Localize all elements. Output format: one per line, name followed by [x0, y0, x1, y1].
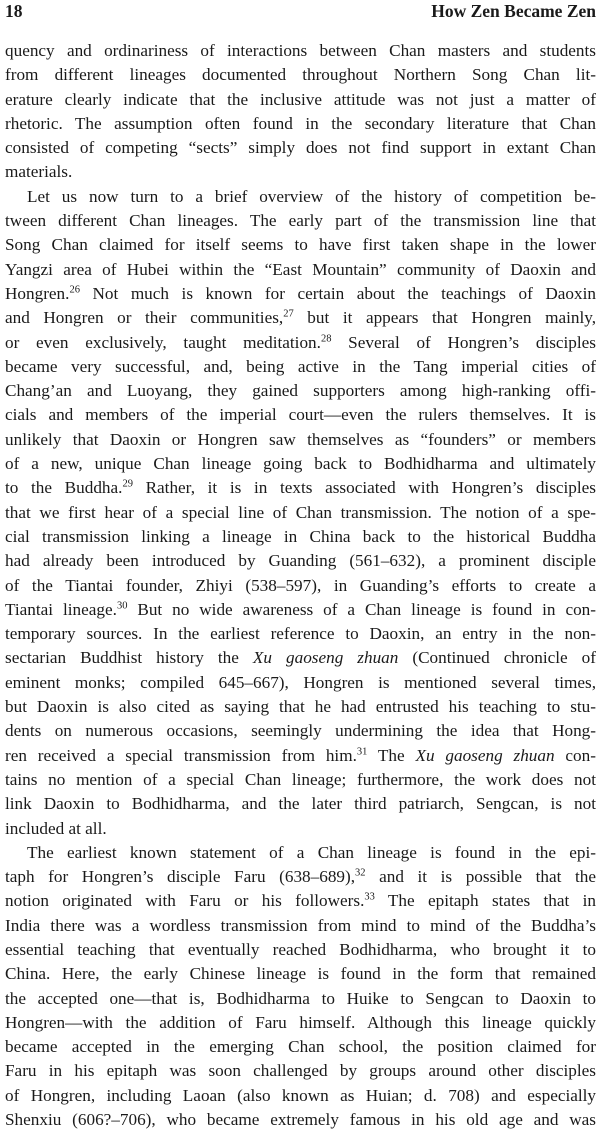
text-line: of the Tiantai founder, Zhiyi (538–597), in Guanding’s efforts to create a	[5, 575, 596, 595]
text-line: that we first hear of a special line of Chan transmission. The notion of a spe-	[5, 502, 596, 522]
text-line: unlikely that Daoxin or Hongren saw themselves as “founders” or members	[5, 429, 596, 449]
text-line: Shenxiu (606?–706), who became extremely famous in his old age and was	[5, 1110, 596, 1130]
text-line: the accepted one—that is, Bodhidharma to Huike to Sengcan to Daoxin to	[5, 988, 596, 1008]
text-line: The earliest known statement of a Chan lineage is found in the epi-	[27, 842, 596, 862]
text-line: erature clearly indicate that the inclusive attitude was not just a matter of	[5, 89, 596, 109]
text-line: taph for Hongren’s disciple Faru (638–689),$^{32}$ and it is possible that the	[5, 867, 596, 887]
text-line: temporary sources. In the earliest reference to Daoxin, an entry in the non-	[5, 624, 596, 644]
text-line: sectarian Buddhist history the Xu gaoseng zhuan (Continued chronicle of	[5, 648, 596, 668]
text-line: Tiantai lineage.$^{30}$ But no wide awareness of a Chan lineage is found in con-	[5, 599, 596, 619]
text-line: Hongren.$^{26}$ Not much is known for certain about the teachings of Daoxin	[5, 283, 596, 303]
text-line: Yangzi area of Hubei within the “East Mountain” community of Daoxin and	[5, 259, 596, 279]
text-line: China. Here, the early Chinese lineage is found in the form that remained	[5, 964, 596, 984]
text-line: quency and ordinariness of interactions between Chan masters and students	[5, 41, 596, 60]
running-head	[5, 1, 596, 25]
text-line: or even exclusively, taught meditation.$^{28}$ Several of Hongren’s disciples	[5, 332, 596, 352]
text-line: consisted of competing “sects” simply does not find support in extant Chan	[5, 138, 596, 158]
book-title: How Zen Became Zen	[431, 1, 596, 21]
text-line: had already been introduced by Guanding (561–632), a prominent disciple	[5, 551, 596, 571]
text-line: Faru in his epitaph was soon challenged by groups around other disciples	[5, 1061, 596, 1081]
text-line: to the Buddha.$^{29}$ Rather, it is in texts associated with Hongren’s disciples	[5, 478, 596, 498]
text-line: cial transmission linking a lineage in China back to the historical Buddha	[5, 526, 596, 546]
text-line: cials and members of the imperial court—even the rulers themselves. It is	[5, 405, 596, 425]
text-line: tween different Chan lineages. The early part of the transmission line that	[5, 211, 596, 231]
text-line: of Hongren, including Laoan (also known as Huian; d. 708) and especially	[5, 1085, 596, 1105]
text-line: became very successful, and, being active in the Tang imperial cities of	[5, 356, 596, 376]
text-line: Song Chan claimed for itself seems to have first taken shape in the lower	[5, 235, 596, 255]
text-line: tains no mention of a special Chan lineage; furthermore, the work does not	[5, 769, 596, 789]
text-line: Let us now turn to a brief overview of the history of competition be-	[27, 186, 596, 206]
text-line: ren received a special transmission from him.$^{31}$ The Xu gaoseng zhuan con-	[5, 745, 596, 765]
text-line: rhetoric. The assumption often found in the secondary literature that Chan	[5, 113, 596, 133]
text-line: dents on numerous occasions, seemingly undermining the idea that Hong-	[5, 721, 596, 741]
text-line: essential teaching that eventually reached Bodhidharma, who brought it to	[5, 939, 596, 959]
text-line: India there was a wordless transmission from mind to mind of the Buddha’s	[5, 915, 596, 935]
text-line: eminent monks; compiled 645–667), Hongren is mentioned several times,	[5, 672, 596, 692]
text-line: link Daoxin to Bodhidharma, and the later third patriarch, Sengcan, is not	[5, 794, 596, 814]
body-text	[5, 39, 596, 1132]
text-line: included at all.	[5, 818, 107, 838]
text-line: became accepted in the emerging Chan school, the position claimed for	[5, 1037, 596, 1057]
text-line: materials.	[5, 162, 73, 182]
text-line: Hongren—with the addition of Faru himself. Although this lineage quickly	[5, 1012, 596, 1032]
text-line: and Hongren or their communities,$^{27}$ but it appears that Hongren mainly,	[5, 308, 596, 328]
text-line: of a new, unique Chan lineage going back to Bodhidharma and ultimately	[5, 454, 596, 474]
text-line: from different lineages documented throughout Northern Song Chan lit-	[5, 65, 596, 85]
page-number: 18	[5, 1, 23, 21]
text-line: Chang’an and Luoyang, they gained supporters among high-ranking offi-	[5, 381, 596, 401]
text-line: notion originated with Faru or his followers.$^{33}$ The epitaph states that in	[5, 891, 596, 911]
text-line: but Daoxin is also cited as saying that he had entrusted his teaching to stu-	[5, 697, 596, 717]
